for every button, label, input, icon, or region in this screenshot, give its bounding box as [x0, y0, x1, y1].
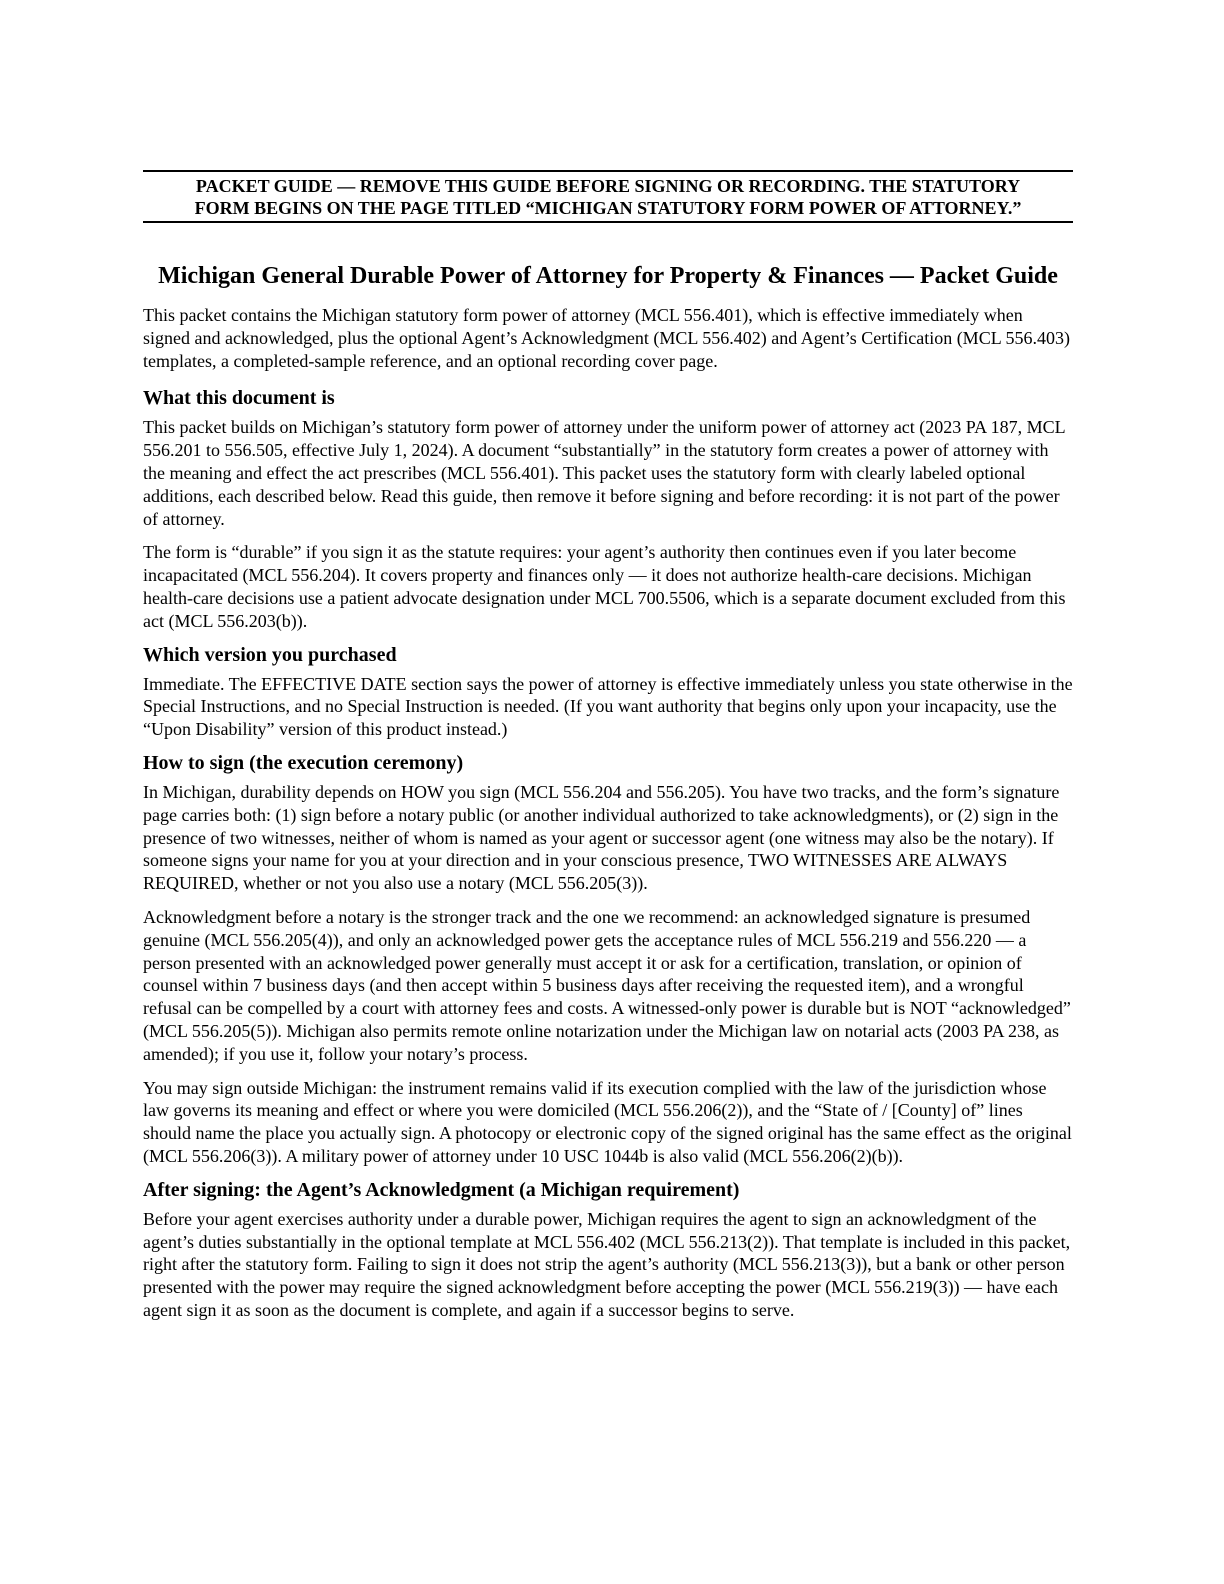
section-paragraph: You may sign outside Michigan: the instrument remains valid if its execution complied with the law of the jurisdiction whose law governs its meaning and effect or where you were domiciled (MCL 556.206(2)), and the “State of / [County] of” lines should name the place you actually sign. A photocopy or electronic copy of the signed original has the same effect as the original (MCL 556.206(3)). A military power of attorney under 10 USC 1044b is also valid (MCL 556.206(2)(b)). — [143, 1077, 1072, 1166]
remove-guide-banner — [143, 170, 1073, 223]
section-paragraph: This packet builds on Michigan’s statutory form power of attorney under the uniform power of attorney act (2023 PA 187, MCL 556.201 to 556.505, effective July 1, 2024). A document “substantially” in the statutory form creates a power of attorney with the meaning and effect the act prescribes (MCL 556.401). This packet uses the statutory form with clearly labeled optional additions, each described below. Read this guide, then remove it before signing and before recording: it is not part of the power of attorney. — [143, 417, 1065, 529]
banner-line-2: FORM BEGINS ON THE PAGE TITLED “MICHIGAN STATUTORY FORM POWER OF ATTORNEY.” — [194, 198, 1022, 218]
section-paragraph: Acknowledgment before a notary is the stronger track and the one we recommend: an acknowledged signature is presumed genuine (MCL 556.205(4)), and only an acknowledged power gets the acceptance rules of MCL 556.219 and 556.220 — a person presented with an acknowledged power generally must accept it or ask for a certification, translation, or opinion of counsel within 7 business days (and then accept within 5 business days after receiving the requested item), and a wrongful refusal can be compelled by a court with attorney fees and costs. A witnessed-only power is durable but is NOT “acknowledged” (MCL 556.205(5)). Michigan also permits remote online notarization under the Michigan law on notarial acts (2003 PA 238, as amended); if you use it, follow your notary’s process. — [143, 906, 1071, 1064]
packet-guide-page — [143, 170, 1073, 1322]
banner-line-1: PACKET GUIDE — REMOVE THIS GUIDE BEFORE SIGNING OR RECORDING. THE STATUTORY — [195, 176, 1021, 196]
section-paragraph: Immediate. The EFFECTIVE DATE section says the power of attorney is effective immediately unless you state otherwise in the Special Instructions, and no Special Instruction is needed. (If you want authority that begins only upon your incapacity, use the “Upon Disability” version of this product instead.) — [143, 673, 1073, 740]
section-paragraph: In Michigan, durability depends on HOW you sign (MCL 556.204 and 556.205). You have two tracks, and the form’s signature page carries both: (1) sign before a notary public (or another individual authorized to take acknowledgments), or (2) sign in the presence of two witnesses, neither of whom is named as your agent or successor agent (one witness may also be the notary). If someone signs your name for you at your direction and in your conscious presence, TWO WITNESSES ARE ALWAYS REQUIRED, whether or not you also use a notary (MCL 556.205(3)). — [143, 781, 1060, 894]
section-paragraph: The form is “durable” if you sign it as the statute requires: your agent’s authority then continues even if you later become incapacitated (MCL 556.204). It covers property and finances only — it does not authorize health-care decisions. Michigan health-care decisions use a patient advocate designation under MCL 700.5506, which is a separate document excluded from this act (MCL 556.203(b)). — [143, 542, 1066, 631]
intro-paragraph: This packet contains the Michigan statutory form power of attorney (MCL 556.401), which is effective immediately when signed and acknowledged, plus the optional Agent’s Acknowledgment (MCL 556.402) and Agent’s Certification (MCL 556.403) templates, a completed-sample reference, and an optional recording cover page. — [143, 305, 1071, 371]
document-title: Michigan General Durable Power of Attorney for Property & Finances — Packet Guide — [158, 263, 1058, 289]
section-paragraph: Before your agent exercises authority under a durable power, Michigan requires the agent to sign an acknowledgment of the agent’s duties substantially in the optional template at MCL 556.402 (MCL 556.213(2)). That template is included in this packet, right after the statutory form. Failing to sign it does not strip the agent’s authority (MCL 556.213(3)), but a bank or other person presented with the power may require the signed acknowledgment before accepting the power (MCL 556.219(3)) — have each agent sign it as soon as the document is complete, and again if a successor begins to serve. — [143, 1208, 1071, 1320]
section-heading-what-this-is: What this document is — [143, 387, 335, 410]
section-heading-version-purchased: Which version you purchased — [143, 643, 397, 666]
section-heading-agents-acknowledgment: After signing: the Agent’s Acknowledgment (a Michigan requirement) — [143, 1178, 740, 1201]
section-heading-how-to-sign: How to sign (the execution ceremony) — [143, 751, 464, 774]
